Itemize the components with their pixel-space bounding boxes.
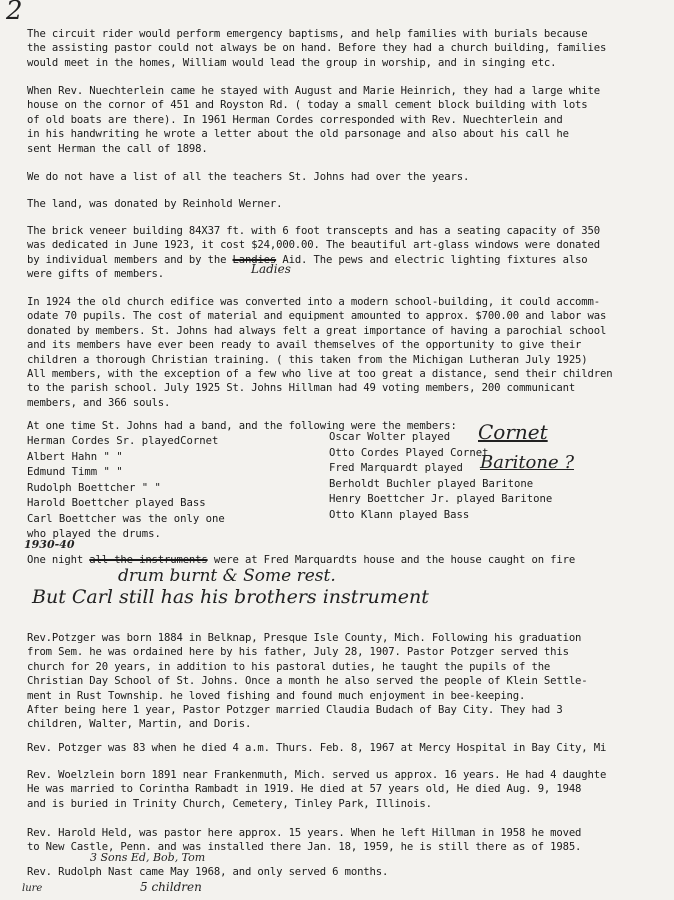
paragraph-potzger-death bbox=[27, 741, 672, 755]
text-line: odate 70 pupils. The cost of material and equipment amounted to approx. $700.00 and labor was bbox=[27, 310, 607, 323]
text-line: from Sem. he was ordained here by his father, July 28, 1907. Pastor Potzger served this bbox=[27, 646, 569, 659]
text-line: Rev. Potzger was 83 when he died 4 a.m. Thurs. Feb. 8, 1967 at Mercy Hospital in Bay City, Mi bbox=[27, 742, 607, 754]
text-fragment: Oscar Wolter played bbox=[329, 431, 451, 443]
text-fragment: by individual members and by the bbox=[27, 253, 233, 266]
paragraph-1924-school bbox=[27, 295, 672, 410]
text-line bbox=[27, 253, 672, 267]
paragraph-nuechterlein bbox=[27, 84, 672, 156]
text-line: children a thorough Christian training. ( this taken from the Michigan Lutheran July 1925) bbox=[27, 353, 588, 366]
text-line: He was married to Corintha Rambadt in 1919. He died at 57 years old, He died Aug. 9, 1948 bbox=[27, 783, 582, 796]
text-fragment: Aid. The pews and electric lighting fixtures also bbox=[276, 253, 588, 266]
text-line: and is buried in Trinity Church, Cemetery, Tinley Park, Illinois. bbox=[27, 797, 432, 810]
text-line: ment in Rust Township. he loved fishing and found much enjoyment in bee-keeping. bbox=[27, 689, 526, 702]
band-member: Carl Boettcher was the only one bbox=[27, 512, 225, 525]
text-line: All members, with the exception of a few who live at too great a distance, send their children bbox=[27, 368, 613, 381]
text-fragment: were at Fred Marquardts house and the house caught on fire bbox=[207, 554, 576, 566]
text-line: the assisting pastor could not always be on hand. Before they had a church building, families bbox=[27, 42, 607, 55]
text-line: After being here 1 year, Pastor Potzger married Claudia Budach of Bay City. They had 3 bbox=[27, 704, 563, 717]
text-line: of old boats are there). In 1961 Herman Cordes corresponded with Rev. Nuechterlein and bbox=[27, 113, 563, 126]
band-member: Rudolph Boettcher " " bbox=[27, 481, 161, 494]
handwritten-children: 5 children bbox=[140, 880, 202, 894]
text-line: in his handwriting he wrote a letter about the old parsonage and also about his call he bbox=[27, 128, 569, 141]
struck-word: Landies bbox=[232, 253, 277, 266]
text-line: Christian Day School of St. Johns. Once a month he also served the people of Klein Settle- bbox=[27, 675, 588, 688]
text-line: The land, was donated by Reinhold Werner. bbox=[27, 198, 283, 210]
band-member: Berholdt Buchler played Baritone bbox=[329, 477, 534, 490]
text-line: to New Castle, Penn. and was installed there Jan. 18, 1959, he is still there as of 1985. bbox=[27, 841, 582, 854]
band-member: Herman Cordes Sr. playedCornet bbox=[27, 435, 219, 447]
handwritten-nast-left: lure bbox=[22, 883, 43, 894]
text-line: was dedicated in June 1923, it cost $24,000.00. The beautiful art-glass windows were donated bbox=[27, 239, 600, 252]
text-line: donated by members. St. Johns had always felt a great importance of having a parochial school bbox=[27, 324, 607, 337]
paragraph-woelzlein bbox=[27, 768, 672, 811]
band-list-left bbox=[27, 434, 218, 496]
text-line: house on the cornor of 451 and Royston Rd. ( today a small cement block building with lots bbox=[27, 99, 588, 112]
text-line: to the parish school. July 1925 St. Johns Hillman had 49 voting members, 200 communicant bbox=[27, 382, 576, 395]
band-member: who played the drums. bbox=[27, 528, 161, 540]
paragraph-circuit-rider bbox=[27, 27, 672, 70]
text-line: The circuit rider would perform emergency baptisms, and help families with burials because bbox=[27, 28, 588, 40]
text-line: members, and 366 souls. bbox=[27, 396, 171, 409]
handwritten-note-carl: But Carl still has his brothers instrument bbox=[32, 586, 429, 608]
text-line: Rev. Harold Held, was pastor here approx. 15 years. When he left Hillman in 1958 he moved bbox=[27, 827, 582, 839]
handwritten-baritone: Baritone ? bbox=[480, 452, 575, 473]
paragraph-teachers bbox=[27, 170, 672, 184]
handwritten-years: 1930-40 bbox=[24, 538, 75, 551]
text-line: When Rev. Nuechterlein came he stayed with August and Marie Heinrich, they had a large white bbox=[27, 85, 600, 97]
paragraph-brick-building bbox=[27, 224, 672, 282]
text-line: Rev. Rudolph Nast came May 1968, and only served 6 months. bbox=[27, 866, 389, 878]
band-member: Harold Boettcher played Bass bbox=[27, 497, 206, 509]
text-line: sent Herman the call of 1898. bbox=[27, 142, 208, 155]
text-line: church for 20 years, in addition to his pastoral duties, he taught the pupils of the bbox=[27, 660, 551, 673]
text-line: and its members have ever been ready to avail themselves of the opportunity to give their bbox=[27, 339, 582, 352]
text-line: would meet in the homes, William would lead the group in worship, and in singing etc. bbox=[27, 56, 557, 69]
handwritten-cornet: Cornet bbox=[478, 420, 548, 444]
paragraph-nast bbox=[27, 865, 672, 879]
paragraph-land bbox=[27, 197, 672, 211]
text-line: children, Walter, Martin, and Doris. bbox=[27, 718, 252, 731]
text-fragment: One night bbox=[27, 554, 90, 566]
band-member: Otto Cordes Played Cornet bbox=[329, 446, 489, 459]
struck-phrase: all the instruments bbox=[89, 554, 208, 566]
band-member: Henry Boettcher Jr. played Baritone bbox=[329, 493, 553, 505]
text-line: Rev. Woelzlein born 1891 near Frankenmuth, Mich. served us approx. 16 years. He had 4 daughte bbox=[27, 769, 607, 781]
text-line: Rev.Potzger was born 1884 in Belknap, Presque Isle County, Mich. Following his graduation bbox=[27, 632, 582, 644]
text-line: were gifts of members. bbox=[27, 268, 165, 281]
paragraph-potzger bbox=[27, 631, 672, 732]
text-line: The brick veneer building 84X37 ft. with 6 foot transcepts and has a seating capacity of 350 bbox=[27, 225, 600, 237]
text-line: In 1924 the old church edifice was converted into a modern school-building, it could accomm- bbox=[27, 296, 600, 308]
text-line: At one time St. Johns had a band, and the following were the members: bbox=[27, 420, 457, 432]
handwritten-note-drum: drum burnt & Some rest. bbox=[118, 566, 336, 586]
band-list-left-2 bbox=[27, 496, 225, 543]
band-member: Otto Klann played Bass bbox=[329, 508, 470, 521]
handwritten-sons: 3 Sons Ed, Bob, Tom bbox=[90, 851, 206, 864]
text-fragment: Fred Marquardt played bbox=[329, 462, 463, 474]
handwritten-correction: Ladies bbox=[251, 262, 291, 276]
corner-mark: 2 bbox=[6, 0, 23, 26]
text-line: We do not have a list of all the teachers St. Johns had over the years. bbox=[27, 171, 470, 183]
band-member: Edmund Timm " " bbox=[27, 466, 123, 478]
band-member: Albert Hahn " " bbox=[27, 450, 123, 463]
